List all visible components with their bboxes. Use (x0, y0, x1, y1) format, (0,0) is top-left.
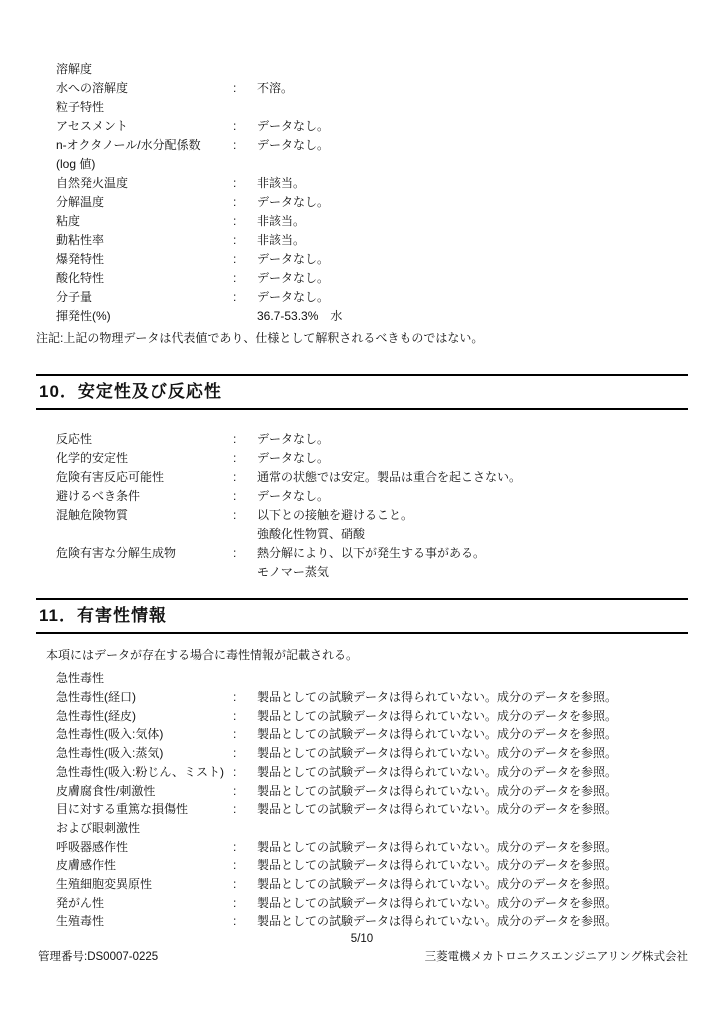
colon-separator: : (233, 858, 237, 873)
property-label: (log 値) (56, 157, 96, 171)
property-row (56, 838, 694, 857)
property-row (56, 856, 694, 875)
section-11-title: 11．有害性情報 (39, 606, 167, 625)
colon-separator (233, 563, 257, 582)
section-11-intro: 本項にはデータが存在する場合に毒性情報が記載される。 (46, 648, 359, 662)
property-row (56, 563, 694, 582)
property-label: 急性毒性(経口) (56, 690, 136, 704)
property-label: 化学的安定性 (56, 451, 129, 465)
property-label: 粘度 (56, 214, 81, 228)
property-value: 非該当。 (257, 214, 306, 228)
property-value: 製品としての試験データは得られていない。成分のデータを参照。 (257, 914, 618, 929)
control-number: 管理番号:DS0007-0225 (38, 951, 159, 964)
colon-separator (233, 525, 257, 544)
property-value: 製品としての試験データは得られていない。成分のデータを参照。 (257, 690, 618, 704)
section-10-list (0, 430, 724, 582)
property-label: 皮膚腐食性/刺激性 (56, 783, 156, 798)
property-label: 発がん性 (56, 895, 105, 910)
property-value: 製品としての試験データは得られていない。成分のデータを参照。 (257, 783, 618, 798)
property-label: 目に対する重篤な損傷性 (56, 802, 189, 817)
property-row (56, 79, 694, 98)
property-row (56, 212, 694, 231)
page-footer (38, 950, 688, 965)
property-value: 製品としての試験データは得られていない。成分のデータを参照。 (257, 727, 618, 742)
company-name: 三菱電機メカトロニクスエンジニアリング株式会社 (424, 951, 688, 964)
section-11-list (0, 688, 724, 931)
property-row (56, 744, 694, 763)
property-label: 揮発性(%) (56, 309, 111, 323)
property-value: 非該当。 (257, 176, 306, 190)
colon-separator: : (233, 839, 237, 854)
property-value (257, 98, 694, 117)
property-row (56, 155, 694, 174)
property-value: データなし。 (257, 195, 330, 209)
property-value: データなし。 (257, 271, 330, 285)
property-row (56, 875, 694, 894)
property-value: データなし。 (257, 451, 330, 465)
property-row (56, 193, 694, 212)
property-value: 不溶。 (257, 81, 294, 95)
property-label: 皮膚感作性 (56, 858, 117, 873)
property-row (56, 117, 694, 136)
colon-separator: : (233, 119, 237, 133)
property-label: 危険有害な分解生成物 (56, 546, 177, 560)
property-label: 爆発特性 (56, 252, 105, 266)
property-value: 製品としての試験データは得られていない。成分のデータを参照。 (257, 877, 618, 892)
property-label: 水への溶解度 (56, 81, 129, 95)
acute-toxicity-subheader: 急性毒性 (56, 671, 105, 685)
property-label (56, 563, 233, 582)
colon-separator: : (233, 432, 237, 446)
colon-separator: : (233, 783, 237, 798)
property-label: 急性毒性(吸入:気体) (56, 727, 164, 742)
property-label: 急性毒性(吸入:蒸気) (56, 746, 164, 761)
colon-separator: : (233, 690, 237, 704)
property-value: 製品としての試験データは得られていない。成分のデータを参照。 (257, 708, 618, 723)
property-row (56, 506, 694, 525)
property-value (257, 155, 694, 174)
property-label: 急性毒性(経皮) (56, 708, 136, 723)
colon-separator: : (233, 195, 237, 209)
property-row (56, 525, 694, 544)
colon-separator: : (233, 470, 237, 484)
property-value: 非該当。 (257, 233, 306, 247)
colon-separator: : (233, 764, 237, 779)
property-label (56, 525, 233, 544)
property-label: 粒子特性 (56, 100, 105, 114)
property-label: アセスメント (56, 119, 128, 133)
property-row (56, 307, 694, 326)
property-value: データなし。 (257, 290, 330, 304)
property-value: 製品としての試験データは得られていない。成分のデータを参照。 (257, 858, 618, 873)
property-row (56, 98, 694, 117)
property-row (56, 894, 694, 913)
property-value: 36.7-53.3% 水 (257, 309, 343, 323)
physical-properties-list (0, 60, 724, 348)
colon-separator: : (233, 271, 237, 285)
colon-separator: : (233, 877, 237, 892)
property-value: データなし。 (257, 252, 330, 266)
colon-separator: : (233, 138, 237, 152)
property-row (56, 707, 694, 726)
property-row (56, 250, 694, 269)
property-row (56, 819, 694, 838)
section-10-title: 10．安定性及び反応性 (39, 382, 222, 401)
colon-separator: : (233, 727, 237, 742)
physical-data-note: 注記:上記の物理データは代表値であり、仕様として解釈されるべきものではない。 (36, 331, 484, 345)
property-value (257, 60, 694, 79)
property-label: 生殖細胞変異原性 (56, 877, 153, 892)
property-value: データなし。 (257, 489, 330, 503)
page-number: 5/10 (350, 933, 374, 946)
property-value: 製品としての試験データは得られていない。成分のデータを参照。 (257, 746, 618, 761)
property-value: 強酸化性物質、硝酸 (257, 527, 366, 541)
property-row (56, 136, 694, 155)
property-row (56, 449, 694, 468)
property-value: 以下との接触を避けること。 (257, 508, 414, 522)
property-value: 製品としての試験データは得られていない。成分のデータを参照。 (257, 802, 618, 817)
property-label: 動粘性率 (56, 233, 105, 247)
property-label: 反応性 (56, 432, 93, 446)
colon-separator (233, 60, 257, 79)
property-row (56, 231, 694, 250)
property-row (56, 782, 694, 801)
colon-separator: : (233, 252, 237, 266)
property-label: 混触危険物質 (56, 508, 129, 522)
property-value: 製品としての試験データは得られていない。成分のデータを参照。 (257, 839, 618, 854)
property-value: 製品としての試験データは得られていない。成分のデータを参照。 (257, 764, 618, 779)
colon-separator: : (233, 914, 237, 929)
colon-separator (233, 98, 257, 117)
colon-separator (233, 819, 257, 838)
property-row (56, 725, 694, 744)
property-row (56, 688, 694, 707)
property-row (56, 912, 694, 931)
property-row (56, 288, 694, 307)
property-label: 酸化特性 (56, 271, 105, 285)
property-row (56, 269, 694, 288)
property-value: 通常の状態では安定。製品は重合を起こさない。 (257, 470, 522, 484)
colon-separator (233, 155, 257, 174)
colon-separator: : (233, 176, 237, 190)
property-row (56, 468, 694, 487)
property-value: データなし。 (257, 119, 330, 133)
property-row (56, 487, 694, 506)
property-label: 生殖毒性 (56, 914, 105, 929)
property-label: 分子量 (56, 290, 93, 304)
property-row (56, 763, 694, 782)
property-row (56, 430, 694, 449)
colon-separator: : (233, 746, 237, 761)
property-row (56, 544, 694, 563)
property-label: 分解温度 (56, 195, 105, 209)
colon-separator: : (233, 290, 237, 304)
colon-separator: : (233, 233, 237, 247)
colon-separator: : (233, 451, 237, 465)
colon-separator: : (233, 508, 237, 522)
colon-separator: : (233, 214, 237, 228)
colon-separator: : (233, 546, 237, 560)
property-label: n-オクタノール/水分配係数 (56, 138, 201, 152)
colon-separator (233, 307, 257, 326)
colon-separator: : (233, 708, 237, 723)
property-label: 避けるべき条件 (56, 489, 141, 503)
property-row (56, 800, 694, 819)
property-label: 溶解度 (56, 62, 93, 76)
colon-separator: : (233, 895, 237, 910)
property-value: データなし。 (257, 432, 330, 446)
section-10-heading (36, 374, 688, 410)
property-row (56, 174, 694, 193)
section-11-heading (36, 598, 688, 634)
colon-separator: : (233, 489, 237, 503)
property-label: 急性毒性(吸入:粉じん、ミスト) (56, 764, 225, 779)
property-label: 呼吸器感作性 (56, 839, 129, 854)
property-value (257, 819, 694, 838)
property-value: データなし。 (257, 138, 330, 152)
colon-separator: : (233, 81, 237, 95)
property-value: モノマー蒸気 (257, 565, 329, 579)
property-value: 製品としての試験データは得られていない。成分のデータを参照。 (257, 895, 618, 910)
property-label: 自然発火温度 (56, 176, 129, 190)
property-label: および眼刺激性 (56, 820, 141, 835)
property-label: 危険有害反応可能性 (56, 470, 165, 484)
property-row (56, 60, 694, 79)
colon-separator: : (233, 802, 237, 817)
property-value: 熱分解により、以下が発生する事がある。 (257, 546, 486, 560)
